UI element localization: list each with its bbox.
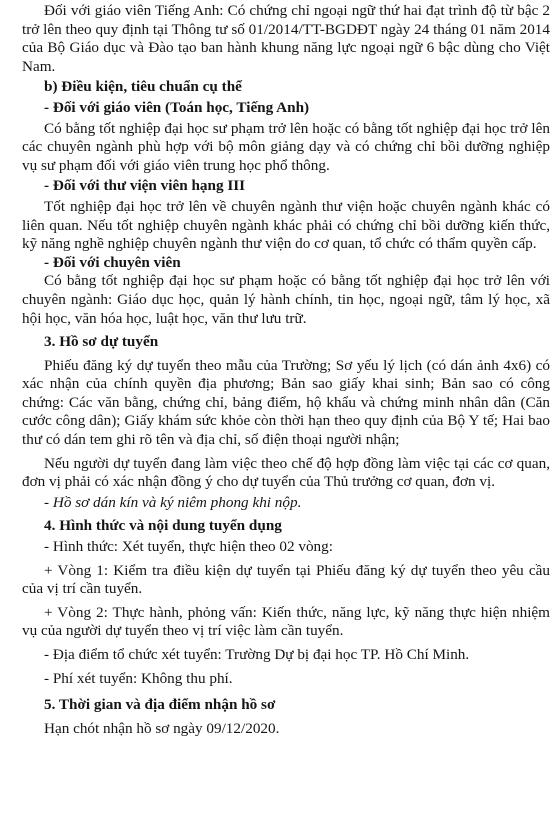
paragraph-dossier-contents: Phiếu đăng ký dự tuyển theo mẫu của Trường; Sơ yếu lý lịch (có dán ảnh 4x6) có xác nhận của chính quyền địa phương; Bản sao giấy khai sinh; Bản sao có công chứng: Các văn bằng, chứng chỉ, bảng điểm, hộ khẩu và chứng minh nhân dân (Căn cước công dân); Giấy khám sức khỏe còn thời hạn theo quy định của Bộ Y tế; Hai bao thư có dán tem ghi rõ tên và địa chỉ, số điện thoại người nhận; xyxy=(22,356,550,449)
heading-librarian: - Đối với thư viện viên hạng III xyxy=(44,177,246,195)
paragraph-english-teacher-requirement: Đối với giáo viên Tiếng Anh: Có chứng chỉ ngoại ngữ thứ hai đạt trình độ từ bậc 2 trở lên theo quy định tại Thông tư số 01/2014/TT-BGDĐT ngày 24 tháng 01 năm 2014 của Bộ Giáo dục và Đào tạo ban hành khung năng lực ngoại ngữ 6 bậc dùng cho Việt Nam. xyxy=(22,2,550,75)
paragraph-specialist-requirement: Có bằng tốt nghiệp đại học sư phạm hoặc có bằng tốt nghiệp đại học trở lên với chuyên ngành: Giáo dục học, quản lý hành chính, tin học, ngoại ngữ, tâm lý học, xã hội học, văn hóa học, luật học, văn thư lưu trữ. xyxy=(22,272,550,327)
paragraph-exam-location: - Địa điểm tổ chức xét tuyển: Trường Dự bị đại học TP. Hồ Chí Minh. xyxy=(44,646,470,663)
heading-recruitment-form: 4. Hình thức và nội dung tuyển dụng xyxy=(44,517,282,535)
paragraph-teacher-requirement: Có bằng tốt nghiệp đại học sư phạm trở lên hoặc có bằng tốt nghiệp đại học trở lên các chuyên ngành phù hợp với bộ môn giảng dạy và có chứng chỉ bồi dưỡng nghiệp vụ sư phạm đối với giáo viên trung học phổ thông. xyxy=(22,119,550,174)
heading-submission-time-place: 5. Thời gian và địa điểm nhận hồ sơ xyxy=(44,696,276,714)
paragraph-dossier-sealed: - Hồ sơ dán kín và ký niêm phong khi nộp. xyxy=(44,493,302,511)
heading-specific-conditions: b) Điều kiện, tiêu chuẩn cụ thể xyxy=(44,78,242,96)
heading-teacher-math-english: - Đối với giáo viên (Toán học, Tiếng Anh) xyxy=(44,98,310,116)
paragraph-round-two: + Vòng 2: Thực hành, phỏng vấn: Kiến thức, năng lực, kỹ năng thực hiện nhiệm vụ của người dự tuyển theo vị trí việc làm cần tuyển. xyxy=(22,603,550,640)
paragraph-librarian-requirement: Tốt nghiệp đại học trở lên về chuyên ngành thư viện hoặc chuyên ngành khác có liên quan. Nếu tốt nghiệp chuyên ngành khác phải có chứng chỉ bồi dưỡng kiến thức, kỹ năng nghề nghiệp chuyên ngành thư viện do cơ quan, tổ chức có thẩm quyền cấp. xyxy=(22,197,550,253)
heading-application-dossier: 3. Hồ sơ dự tuyển xyxy=(44,333,159,351)
paragraph-round-one: + Vòng 1: Kiểm tra điều kiện dự tuyển tại Phiếu đăng ký dự tuyển theo yêu cầu của vị trí cần tuyển. xyxy=(22,561,550,598)
paragraph-exam-fee: - Phí xét tuyển: Không thu phí. xyxy=(44,669,233,687)
heading-specialist: - Đối với chuyên viên xyxy=(44,253,181,271)
paragraph-submission-deadline: Hạn chót nhận hồ sơ ngày 09/12/2020. xyxy=(44,719,280,737)
paragraph-dossier-employer-consent: Nếu người dự tuyển đang làm việc theo chế độ hợp đồng làm việc tại các cơ quan, đơn vị phải có xác nhận đồng ý cho dự tuyển của Thủ trưởng cơ quan, đơn vị. xyxy=(22,454,550,491)
paragraph-recruitment-method: - Hình thức: Xét tuyển, thực hiện theo 02 vòng: xyxy=(44,538,333,556)
